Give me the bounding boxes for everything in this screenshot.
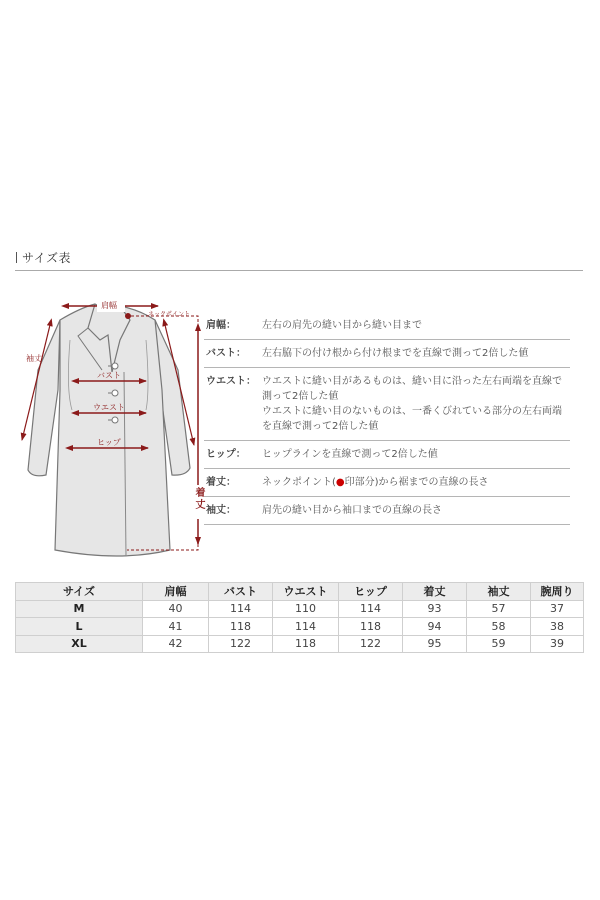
desc-definition bbox=[262, 374, 570, 434]
col-header-length: 着丈 bbox=[403, 583, 467, 601]
col-header-size: サイズ bbox=[16, 583, 143, 601]
desc-row-sleeve bbox=[204, 497, 570, 525]
desc-line: 測って2倍した値 bbox=[262, 391, 339, 402]
shoulder-label: 肩幅 bbox=[101, 301, 117, 310]
desc-definition: 肩先の縫い目から袖口までの直線の長さ bbox=[262, 505, 442, 516]
table-cell: 57 bbox=[467, 600, 531, 618]
col-header-shoulder: 肩幅 bbox=[143, 583, 209, 601]
size-cell: M bbox=[16, 600, 143, 618]
desc-definition bbox=[262, 475, 570, 490]
col-header-hip: ヒップ bbox=[339, 583, 403, 601]
neck-point-label: ネックポイント bbox=[148, 311, 191, 318]
bust-label: バスト bbox=[97, 371, 121, 380]
table-cell: 41 bbox=[143, 618, 209, 636]
measurement-descriptions bbox=[204, 312, 570, 525]
desc-text: ネックポイント( bbox=[262, 477, 336, 488]
table-cell: 38 bbox=[531, 618, 584, 636]
desc-term: ヒップ： bbox=[206, 449, 246, 460]
desc-row-hip bbox=[204, 441, 570, 469]
size-cell: XL bbox=[16, 635, 143, 653]
title-bar-decoration bbox=[16, 252, 17, 263]
desc-term: バスト： bbox=[206, 348, 246, 359]
desc-definition: 左右の肩先の縫い目から縫い目まで bbox=[262, 320, 422, 331]
col-header-arm: 腕周り bbox=[531, 583, 584, 601]
table-cell: 118 bbox=[209, 618, 273, 636]
table-cell: 95 bbox=[403, 635, 467, 653]
table-row bbox=[16, 635, 584, 653]
table-cell: 110 bbox=[273, 600, 339, 618]
desc-row-bust bbox=[204, 340, 570, 368]
table-cell: 40 bbox=[143, 600, 209, 618]
table-row bbox=[16, 600, 584, 618]
table-cell: 59 bbox=[467, 635, 531, 653]
col-header-bust: バスト bbox=[209, 583, 273, 601]
waist-label: ウエスト bbox=[93, 403, 125, 412]
desc-term: 袖丈： bbox=[206, 505, 236, 516]
desc-term: 肩幅： bbox=[206, 320, 236, 331]
table-cell: 42 bbox=[143, 635, 209, 653]
coat-illustration bbox=[0, 280, 215, 570]
hip-label: ヒップ bbox=[97, 438, 121, 447]
table-cell: 39 bbox=[531, 635, 584, 653]
desc-term: ウエスト： bbox=[206, 376, 256, 387]
table-cell: 94 bbox=[403, 618, 467, 636]
neck-point-dot-icon: ● bbox=[335, 477, 345, 488]
desc-definition: ヒップラインを直線で測って2倍した値 bbox=[262, 449, 438, 460]
table-cell: 93 bbox=[403, 600, 467, 618]
table-cell: 118 bbox=[273, 635, 339, 653]
desc-row-waist bbox=[204, 368, 570, 441]
section-title-text: サイズ表 bbox=[22, 251, 72, 265]
table-header-row bbox=[16, 583, 584, 601]
table-cell: 114 bbox=[273, 618, 339, 636]
size-cell: L bbox=[16, 618, 143, 636]
section-title bbox=[16, 249, 71, 266]
desc-term: 着丈： bbox=[206, 477, 236, 488]
table-cell: 58 bbox=[467, 618, 531, 636]
col-header-waist: ウエスト bbox=[273, 583, 339, 601]
desc-text: 印部分)から裾までの直線の長さ bbox=[344, 477, 489, 488]
table-cell: 114 bbox=[209, 600, 273, 618]
col-header-sleeve: 袖丈 bbox=[467, 583, 531, 601]
table-cell: 122 bbox=[209, 635, 273, 653]
section-divider bbox=[15, 270, 583, 271]
desc-line: を直線で測って2倍した値 bbox=[262, 421, 379, 432]
size-table bbox=[15, 582, 584, 653]
desc-row-shoulder bbox=[204, 312, 570, 340]
desc-line: ウエストに縫い目のないものは、一番くびれている部分の左右両端 bbox=[262, 406, 562, 417]
table-cell: 37 bbox=[531, 600, 584, 618]
table-cell: 118 bbox=[339, 618, 403, 636]
desc-line: ウエストに縫い目があるものは、縫い目に沿った左右両端を直線で bbox=[262, 376, 562, 387]
table-row bbox=[16, 618, 584, 636]
table-cell: 122 bbox=[339, 635, 403, 653]
table-cell: 114 bbox=[339, 600, 403, 618]
desc-row-length bbox=[204, 469, 570, 497]
coat-measurement-diagram bbox=[0, 280, 215, 570]
total-length-label: 着丈 bbox=[193, 487, 204, 511]
sleeve-length-label: 袖丈 bbox=[26, 354, 42, 363]
desc-definition: 左右脇下の付け根から付け根までを直線で測って2倍した値 bbox=[262, 348, 529, 359]
